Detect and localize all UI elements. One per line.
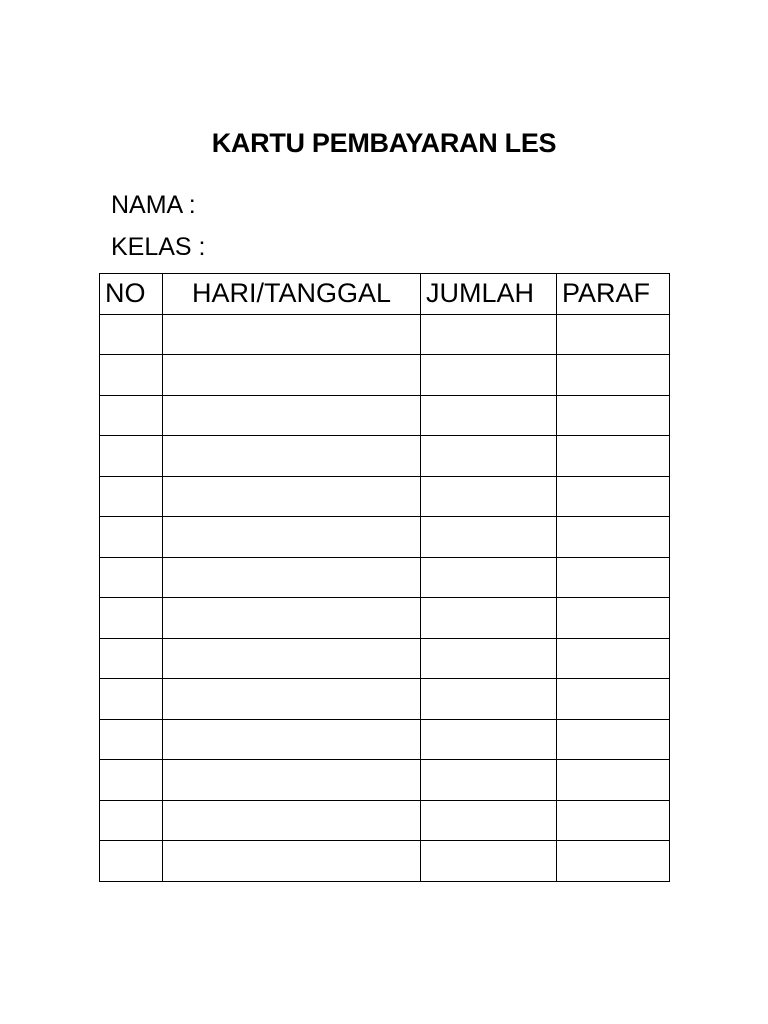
cell-paraf[interactable] <box>557 841 670 882</box>
cell-paraf[interactable] <box>557 638 670 679</box>
cell-hari-tanggal[interactable] <box>163 314 421 355</box>
kelas-label: KELAS : <box>111 233 206 261</box>
cell-no[interactable] <box>100 314 163 355</box>
table-row <box>100 395 670 436</box>
cell-hari-tanggal[interactable] <box>163 719 421 760</box>
cell-hari-tanggal[interactable] <box>163 679 421 720</box>
cell-no[interactable] <box>100 517 163 558</box>
cell-jumlah[interactable] <box>421 760 557 801</box>
cell-no[interactable] <box>100 841 163 882</box>
cell-hari-tanggal[interactable] <box>163 760 421 801</box>
cell-no[interactable] <box>100 800 163 841</box>
cell-hari-tanggal[interactable] <box>163 476 421 517</box>
card-title: KARTU PEMBAYARAN LES <box>211 128 557 158</box>
cell-hari-tanggal[interactable] <box>163 436 421 477</box>
table-body <box>100 314 670 881</box>
cell-no[interactable] <box>100 436 163 477</box>
cell-jumlah[interactable] <box>421 719 557 760</box>
cell-no[interactable] <box>100 638 163 679</box>
table-row <box>100 638 670 679</box>
cell-paraf[interactable] <box>557 719 670 760</box>
cell-jumlah[interactable] <box>421 841 557 882</box>
table-row <box>100 517 670 558</box>
cell-hari-tanggal[interactable] <box>163 395 421 436</box>
table-row <box>100 314 670 355</box>
cell-paraf[interactable] <box>557 395 670 436</box>
cell-jumlah[interactable] <box>421 395 557 436</box>
cell-no[interactable] <box>100 355 163 396</box>
cell-jumlah[interactable] <box>421 598 557 639</box>
nama-label: NAMA : <box>111 191 196 219</box>
table-row <box>100 355 670 396</box>
cell-jumlah[interactable] <box>421 476 557 517</box>
table-row <box>100 679 670 720</box>
header-paraf: PARAF <box>557 274 670 315</box>
cell-no[interactable] <box>100 679 163 720</box>
payment-table <box>99 273 670 882</box>
cell-paraf[interactable] <box>557 355 670 396</box>
table-row <box>100 719 670 760</box>
cell-hari-tanggal[interactable] <box>163 557 421 598</box>
cell-paraf[interactable] <box>557 476 670 517</box>
cell-jumlah[interactable] <box>421 517 557 558</box>
cell-jumlah[interactable] <box>421 436 557 477</box>
cell-jumlah[interactable] <box>421 679 557 720</box>
cell-jumlah[interactable] <box>421 800 557 841</box>
cell-hari-tanggal[interactable] <box>163 598 421 639</box>
cell-paraf[interactable] <box>557 598 670 639</box>
cell-hari-tanggal[interactable] <box>163 800 421 841</box>
cell-no[interactable] <box>100 760 163 801</box>
header-no: NO <box>100 274 163 315</box>
cell-hari-tanggal[interactable] <box>163 638 421 679</box>
table-row <box>100 841 670 882</box>
cell-no[interactable] <box>100 598 163 639</box>
cell-paraf[interactable] <box>557 517 670 558</box>
cell-paraf[interactable] <box>557 436 670 477</box>
cell-paraf[interactable] <box>557 760 670 801</box>
table-row <box>100 598 670 639</box>
cell-no[interactable] <box>100 395 163 436</box>
cell-jumlah[interactable] <box>421 314 557 355</box>
header-hari-tanggal: HARI/TANGGAL <box>163 274 421 315</box>
table-row <box>100 476 670 517</box>
cell-hari-tanggal[interactable] <box>163 355 421 396</box>
table-row <box>100 800 670 841</box>
table-row <box>100 436 670 477</box>
cell-jumlah[interactable] <box>421 638 557 679</box>
cell-paraf[interactable] <box>557 800 670 841</box>
table-header-row <box>100 274 670 315</box>
cell-hari-tanggal[interactable] <box>163 841 421 882</box>
cell-paraf[interactable] <box>557 679 670 720</box>
cell-no[interactable] <box>100 719 163 760</box>
cell-paraf[interactable] <box>557 314 670 355</box>
table-row <box>100 557 670 598</box>
cell-no[interactable] <box>100 476 163 517</box>
header-jumlah: JUMLAH <box>421 274 557 315</box>
cell-no[interactable] <box>100 557 163 598</box>
cell-paraf[interactable] <box>557 557 670 598</box>
cell-jumlah[interactable] <box>421 355 557 396</box>
table-row <box>100 760 670 801</box>
cell-jumlah[interactable] <box>421 557 557 598</box>
cell-hari-tanggal[interactable] <box>163 517 421 558</box>
